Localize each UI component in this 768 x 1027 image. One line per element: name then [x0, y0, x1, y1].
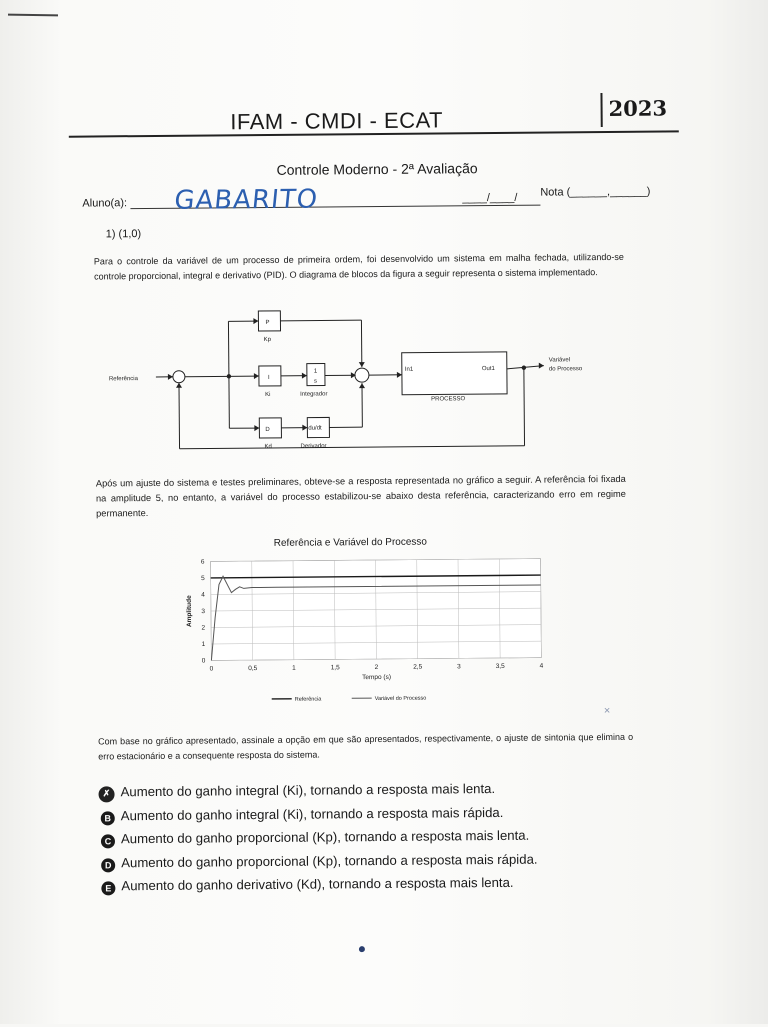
option-letter-badge[interactable]: D — [101, 858, 115, 872]
chart-title: Referência e Variável do Processo — [200, 536, 500, 550]
option-letter-badge[interactable]: C — [101, 834, 115, 848]
diagram-input-label: Referência — [109, 376, 139, 382]
option-text: Aumento do ganho proporcional (Kp), tornando a resposta mais rápida. — [121, 851, 538, 870]
integrator-denominator: s — [314, 379, 317, 385]
x-tick-label: 4 — [540, 663, 544, 670]
y-tick-label: 4 — [201, 592, 205, 599]
integrator-label: Integrador — [300, 391, 327, 397]
y-tick-label: 0 — [202, 658, 206, 665]
p-gain-label: Kp — [264, 337, 272, 343]
response-chart — [178, 550, 559, 713]
question-prompt: Com base no gráfico apresentado, assinale a opção em que são apresentados, respectivamente, o ajuste de sintonia que elimina o erro estacionário e a consequente resposta do sistema. — [98, 730, 633, 765]
p-block-label: P — [265, 320, 269, 326]
process-in-label: In1 — [405, 367, 414, 373]
y-tick-label: 1 — [202, 641, 206, 648]
y-tick-label: 3 — [201, 608, 205, 615]
x-tick-label: 0,5 — [248, 665, 257, 672]
question-number: 1) (1,0) — [106, 228, 142, 240]
student-label: Aluno(a): — [82, 197, 127, 209]
x-tick-label: 1,5 — [331, 664, 340, 671]
sum-junction-1 — [173, 371, 185, 383]
derivative-block-label: du/dt — [308, 426, 322, 432]
option-text: Aumento do ganho integral (Ki), tornando a resposta mais lenta. — [120, 781, 495, 799]
i-gain-label: Ki — [265, 392, 270, 398]
x-tick-label: 2 — [375, 664, 379, 671]
i-block-label: I — [268, 375, 270, 381]
pid-block-diagram — [103, 303, 614, 457]
header-divider-vertical — [600, 93, 602, 127]
integrator-numerator: 1 — [314, 369, 318, 375]
d-block-label: D — [265, 427, 270, 433]
question-intro: Para o controle da variável de um processo de primeira ordem, foi desenvolvido um sistema em malha fechada, utilizando-se controle proporcional, integral e derivativo (PID). O diagrama de blocos da figura a seguir representa o sistema implementado. — [94, 250, 624, 285]
process-label: PROCESSO — [431, 396, 465, 402]
institution-title: IFAM - CMDI - ECAT — [187, 107, 487, 136]
legend-label-variavel: Variável do Processo — [375, 696, 427, 702]
question-context: Após um ajuste do sistema e testes preliminares, obteve-se a resposta representada no gráfico a seguir. A referência foi fixada na amplitude 5, no entanto, a variável do processo estabilizou-se abaixo desta referência, caracterizando erro em regime permanente. — [96, 472, 626, 522]
x-tick-label: 3,5 — [496, 663, 505, 670]
student-row — [82, 187, 682, 216]
x-tick-label: 1 — [292, 665, 296, 672]
legend-label-referencia: Referência — [295, 697, 323, 703]
option-text: Aumento do ganho derivativo (Kd), tornando a resposta mais lenta. — [121, 875, 513, 893]
grade-field: Nota (______,______) — [540, 186, 650, 199]
y-tick-label: 5 — [201, 575, 205, 582]
y-axis-label: Amplitude — [186, 595, 193, 627]
d-gain-label: Kd — [265, 444, 272, 450]
option-e[interactable] — [101, 874, 661, 902]
y-tick-label: 2 — [201, 625, 205, 632]
date-field: ____/____/ — [462, 192, 517, 204]
option-text: Aumento do ganho integral (Ki), tornando a resposta mais rápida. — [121, 804, 504, 822]
y-tick-label: 6 — [201, 559, 205, 566]
process-out-label: Out1 — [482, 366, 496, 372]
answer-options — [100, 780, 661, 902]
ink-dot — [359, 946, 365, 952]
student-name-handwritten: GABARITO — [173, 185, 320, 216]
stray-mark: × — [604, 705, 611, 717]
diagram-output-label-2: do Processo — [549, 366, 583, 372]
process-block — [402, 352, 507, 395]
exam-year: 2023 — [608, 95, 667, 121]
option-text: Aumento do ganho proporcional (Kp), tornando a resposta mais lenta. — [121, 828, 529, 847]
option-letter-badge[interactable]: E — [101, 881, 115, 895]
derivative-label: Derivador — [301, 443, 327, 449]
d-block — [259, 418, 281, 438]
sum-junction-2 — [355, 368, 369, 382]
option-letter-badge[interactable]: B — [101, 811, 115, 825]
x-tick-label: 3 — [457, 663, 461, 670]
x-tick-label: 2,5 — [413, 664, 422, 671]
exam-subtitle: Controle Moderno - 2ª Avaliação — [197, 159, 557, 178]
i-block — [259, 366, 281, 386]
x-tick-label: 0 — [210, 665, 214, 672]
x-axis-label: Tempo (s) — [362, 674, 391, 681]
option-marker-marked-icon[interactable]: ✗ — [98, 786, 114, 802]
diagram-output-label-1: Variável — [549, 357, 570, 363]
